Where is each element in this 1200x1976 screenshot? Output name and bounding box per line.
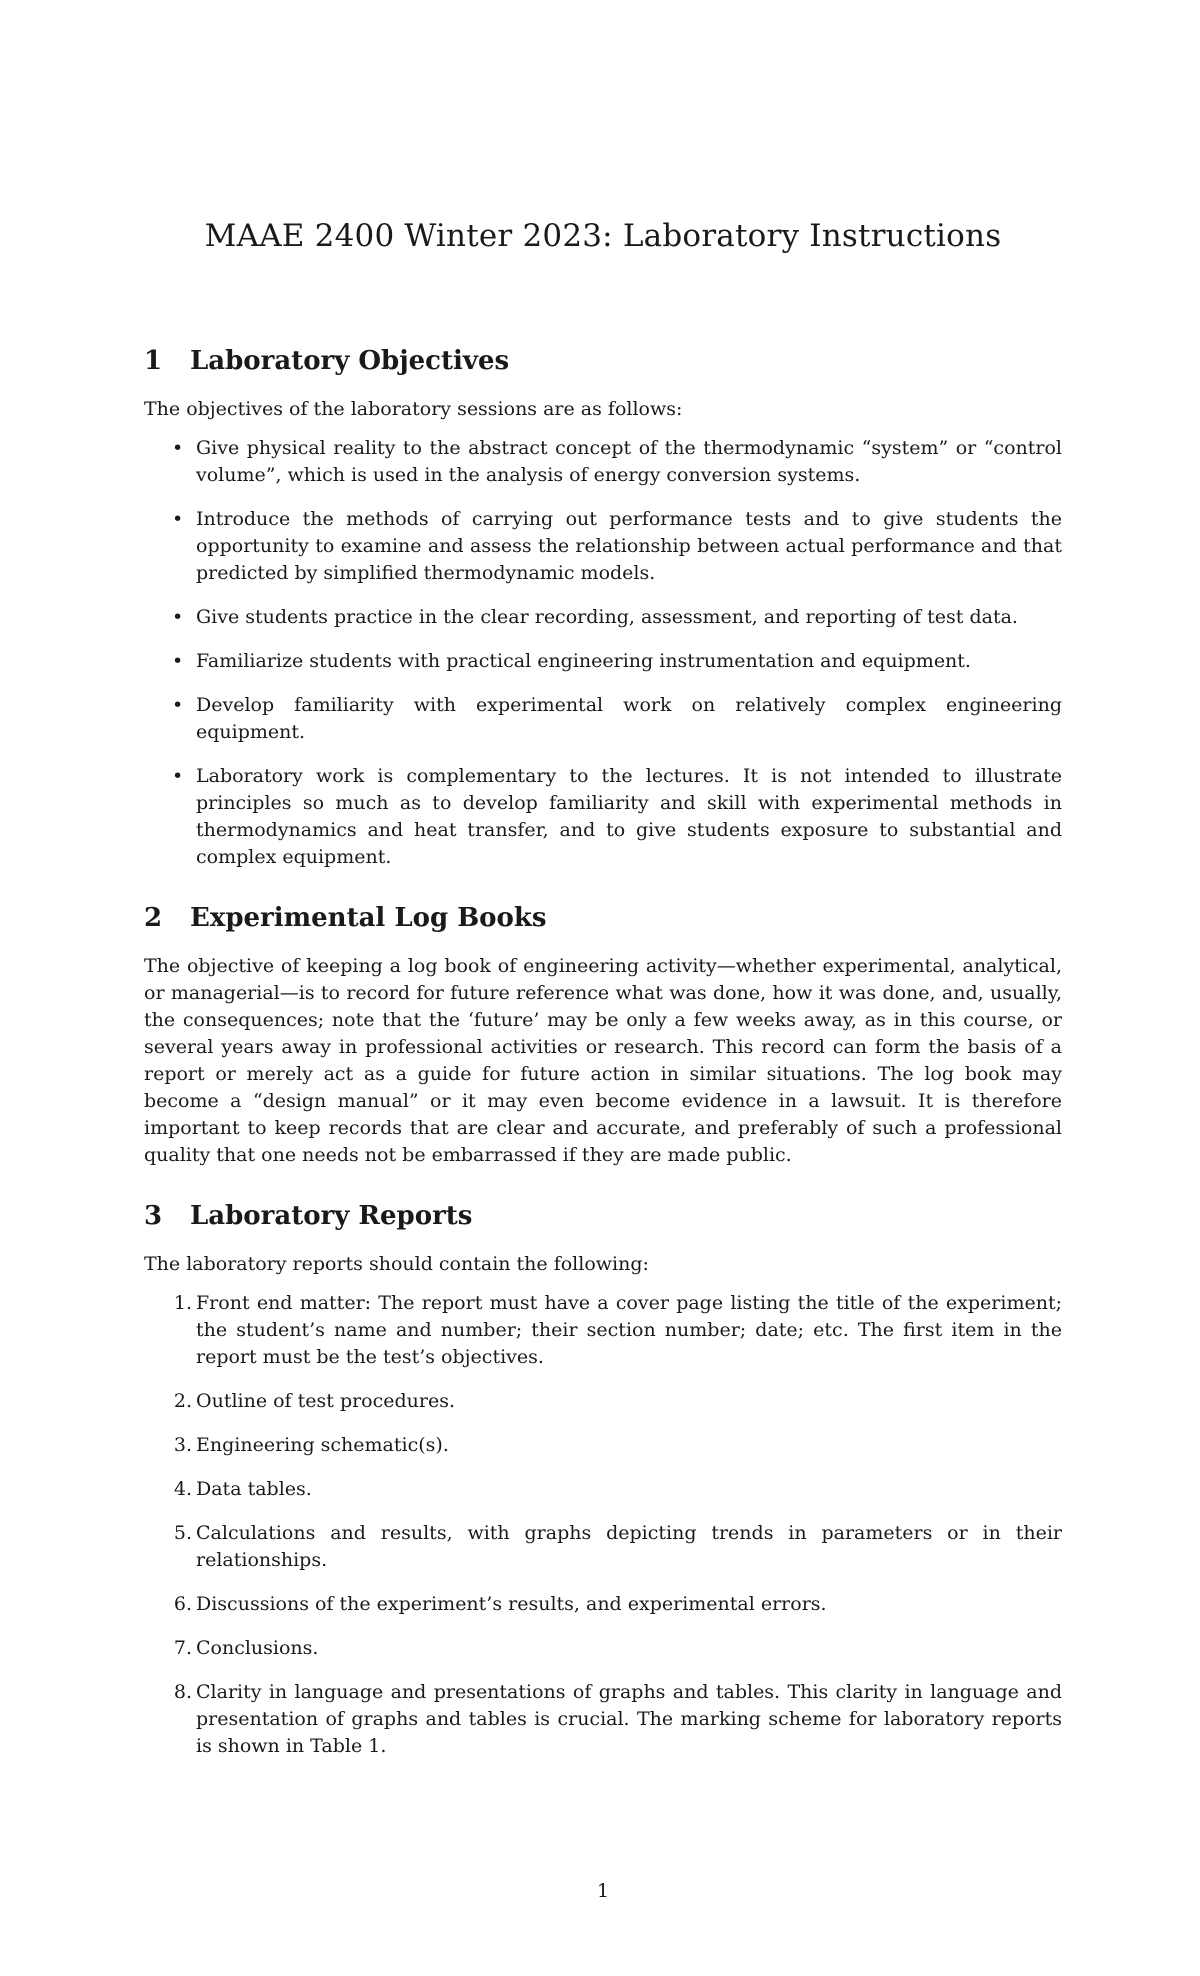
bullet-icon: • [172,694,184,716]
list-number: 3. [173,1434,192,1456]
list-number: 8. [173,1681,192,1703]
list-item-text: Give physical reality to the abstract concept of the thermodynamic “system” or “control volume”, which is used in the analysis of energy conversion systems. [196,437,1062,486]
report-contents-list [144,1290,1062,1760]
bullet-icon: • [172,437,184,459]
list-item-text: Laboratory work is complementary to the lectures. It is not intended to illustrate principles so much as to develop familiarity and skill with experimental methods in thermodynamics and heat transfer, and to give students exposure to substantial and complex equipment. [196,765,1062,868]
section-number: 1 [144,346,163,376]
list-item-text: Front end matter: The report must have a cover page listing the title of the experiment; the student’s name and number; their section number; date; etc. The first item in the report must be the test’s objectives. [196,1292,1062,1368]
section-heading [144,1199,1062,1233]
list-number: 4. [173,1478,192,1500]
list-item [144,1520,1062,1574]
list-item [144,1432,1062,1459]
list-item-text: Clarity in language and presentations of graphs and tables. This clarity in language and presentation of graphs and tables is crucial. The marking scheme for laboratory reports is shown in Table 1. [196,1681,1062,1757]
bullet-icon: • [172,765,184,787]
list-number: 7. [173,1637,192,1659]
list-item-text: Discussions of the experiment’s results, and experimental errors. [196,1593,827,1615]
list-item-text: Engineering schematic(s). [196,1434,449,1456]
section-title: Experimental Log Books [190,903,547,933]
section-body: The objective of keeping a log book of engineering activity—whether experimental, analytical, or managerial—is to record for future reference what was done, how it was done, and, usually, the consequences; note that the ‘future’ may be only a few weeks away, as in this course, or several years away in professional activities or research. This record can form the basis of a report or merely act as a guide for future action in similar situations. The log book may become a “design manual” or it may even become evidence in a lawsuit. It is therefore important to keep records that are clear and accurate, and preferably of such a professional quality that one needs not be embarrassed if they are made public. [144,955,1062,1166]
list-item [144,648,1062,675]
list-item [144,1476,1062,1503]
bullet-icon: • [172,508,184,530]
list-number: 2. [173,1390,192,1412]
section-title: Laboratory Reports [190,1201,473,1231]
page-number: 1 [596,1880,610,1902]
section-heading [144,344,1062,378]
list-item [144,692,1062,746]
list-item [144,1679,1062,1760]
section-laboratory-objectives [144,344,1062,871]
section-title: Laboratory Objectives [190,346,510,376]
objectives-list [144,435,1062,871]
list-item-text: Conclusions. [196,1637,319,1659]
document-title: MAAE 2400 Winter 2023: Laboratory Instructions [204,218,1002,254]
list-number: 1. [173,1292,192,1314]
list-item-text: Data tables. [196,1478,312,1500]
list-item [144,1388,1062,1415]
section-heading [144,901,1062,935]
section-intro: The laboratory reports should contain the following: [144,1253,649,1275]
list-item [144,1591,1062,1618]
section-number: 3 [144,1201,163,1231]
list-item [144,604,1062,631]
section-intro: The objectives of the laboratory sessions are as follows: [144,398,683,420]
list-item-text: Familiarize students with practical engineering instrumentation and equipment. [196,650,971,672]
list-item-text: Develop familiarity with experimental work on relatively complex engineering equipment. [196,694,1062,743]
list-item [144,1635,1062,1662]
section-number: 2 [144,903,163,933]
list-item [144,506,1062,587]
document-page [144,0,1062,1976]
document-body [144,344,1062,1790]
list-item [144,1290,1062,1371]
list-item [144,763,1062,871]
section-laboratory-reports [144,1199,1062,1760]
list-item-text: Introduce the methods of carrying out performance tests and to give students the opportunity to examine and assess the relationship between actual performance and that predicted by simplified thermodynamic models. [196,508,1062,584]
list-item-text: Calculations and results, with graphs depicting trends in parameters or in their relationships. [196,1522,1062,1571]
bullet-icon: • [172,606,184,628]
list-number: 6. [173,1593,192,1615]
list-item [144,435,1062,489]
list-item-text: Outline of test procedures. [196,1390,456,1412]
section-experimental-log-books [144,901,1062,1169]
list-number: 5. [173,1522,192,1544]
list-item-text: Give students practice in the clear recording, assessment, and reporting of test data. [196,606,1018,628]
bullet-icon: • [172,650,184,672]
